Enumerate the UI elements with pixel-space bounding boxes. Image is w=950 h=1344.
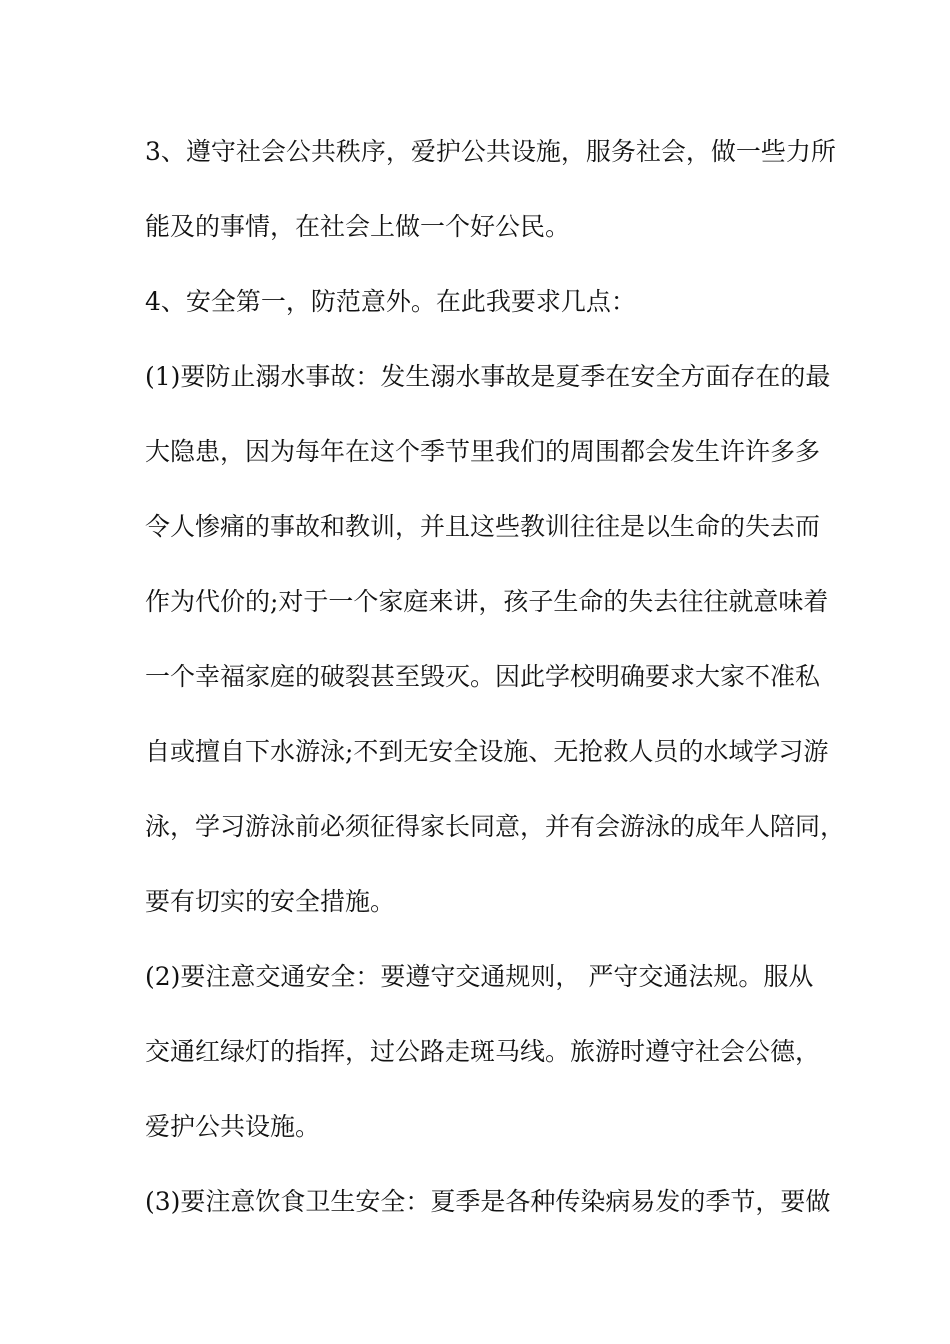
text-line-8: 一个幸福家庭的破裂甚至毁灭。因此学校明确要求大家不准私	[145, 662, 821, 691]
text-line-14: 爱护公共设施。	[145, 1112, 321, 1141]
text-line-4: (1)要防止溺水事故：发生溺水事故是夏季在安全方面存在的最	[145, 362, 831, 391]
text-line-10: 泳，学习游泳前必须征得家长同意，并有会游泳的成年人陪同，	[145, 812, 846, 841]
text-line-7: 作为代价的;对于一个家庭来讲，孩子生命的失去往往就意味着	[145, 587, 829, 616]
text-line-5: 大隐患，因为每年在这个季节里我们的周围都会发生许许多多	[145, 437, 821, 466]
text-line-6: 令人惨痛的事故和教训，并且这些教训往往是以生命的失去而	[145, 512, 821, 541]
text-line-13: 交通红绿灯的指挥，过公路走斑马线。旅游时遵守社会公德，	[145, 1037, 821, 1066]
text-line-12: (2)要注意交通安全：要遵守交通规则， 严守交通法规。服从	[145, 962, 814, 991]
text-line-1: 3、遵守社会公共秩序，爱护公共设施，服务社会，做一些力所	[145, 137, 836, 166]
text-line-9: 自或擅自下水游泳;不到无安全设施、无抢救人员的水域学习游	[145, 737, 829, 766]
text-line-2: 能及的事情，在社会上做一个好公民。	[145, 212, 571, 241]
text-line-15: (3)要注意饮食卫生安全：夏季是各种传染病易发的季节，要做	[145, 1187, 831, 1216]
text-line-11: 要有切实的安全措施。	[145, 887, 396, 916]
text-line-3: 4、安全第一，防范意外。在此我要求几点：	[145, 287, 636, 316]
